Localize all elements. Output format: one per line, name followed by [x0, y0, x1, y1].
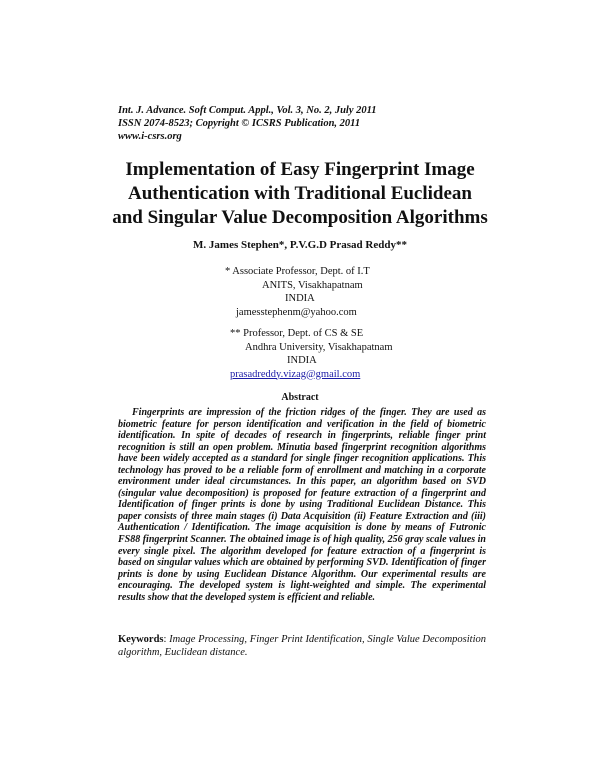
affiliation-2 — [230, 327, 393, 381]
affiliation-2-institution: Andhra University, Visakhapatnam — [245, 341, 393, 353]
keywords-colon: : — [163, 634, 170, 645]
keywords-text: Image Processing, Finger Print Identification, Single Value Decomposition algorithm, Euclidean distance. — [118, 634, 487, 658]
affiliation-2-position: ** Professor, Dept. of CS & SE — [230, 328, 364, 339]
affiliation-1-email: jamesstephenm@yahoo.com — [236, 306, 357, 318]
journal-citation: Int. J. Advance. Soft Comput. Appl., Vol. 3, No. 2, July 2011 — [118, 105, 377, 116]
affiliation-1-institution: ANITS, Visakhapatnam — [262, 279, 363, 291]
affiliation-2-country: INDIA — [287, 355, 317, 366]
abstract-heading: Abstract — [281, 392, 319, 403]
abstract-body: Fingerprints are impression of the friction ridges of the finger. They are used as biometric feature for person identification and verification in the field of biometric identification. In spite of decades of research in fingerprints, reliable finger print recognition is still an open problem. Minutia based fingerprint recognition algorithms have been widely accepted as a standard for single finger recognition applications. This technology has proved to be a reliable form of enrollment and matching in a corporate environment under ideal circumstances. In this paper, an algorithm based on SVD (singular value decomposition) is proposed for feature extraction of a fingerprint and Identification of finger prints is done by using Traditional Euclidean Distance. This paper consists of three main stages (i) Data Acquisition (ii) Feature Extraction and (iii) Authentication / Identification. The image acquisition is done by means of Futronic FS88 fingerprint Scanner. The obtained image is of high quality, 256 gray scale values in every single pixel. The algorithm developed for feature extraction of a fingerprint is based on singular values which are obtained by performing SVD. Identification of finger prints is done by using Euclidean Distance Algorithm. Our experimental results are encouraging. The developed system is light-weighted and simple. The experimental results show that the developed system is efficient and reliable. — [118, 407, 486, 603]
journal-header — [118, 104, 498, 143]
affiliation-1 — [225, 265, 370, 319]
title-line-2: Authentication with Traditional Euclidean — [128, 183, 472, 204]
journal-website: www.i-csrs.org — [118, 131, 182, 142]
keywords-section — [118, 633, 486, 659]
journal-issn: ISSN 2074-8523; Copyright © ICSRS Publication, 2011 — [118, 118, 361, 129]
affiliation-1-country: INDIA — [285, 293, 315, 304]
author-list: M. James Stephen*, P.V.G.D Prasad Reddy** — [193, 239, 407, 251]
paper-title — [100, 158, 500, 230]
title-line-3: and Singular Value Decomposition Algorithms — [112, 207, 488, 228]
affiliation-1-position: * Associate Professor, Dept. of I.T — [225, 266, 370, 277]
title-line-1: Implementation of Easy Fingerprint Image — [125, 159, 475, 180]
keywords-label: Keywords — [118, 634, 164, 645]
affiliation-2-email-row — [230, 368, 393, 382]
affiliation-2-email-link[interactable]: prasadreddy.vizag@gmail.com — [230, 368, 361, 380]
